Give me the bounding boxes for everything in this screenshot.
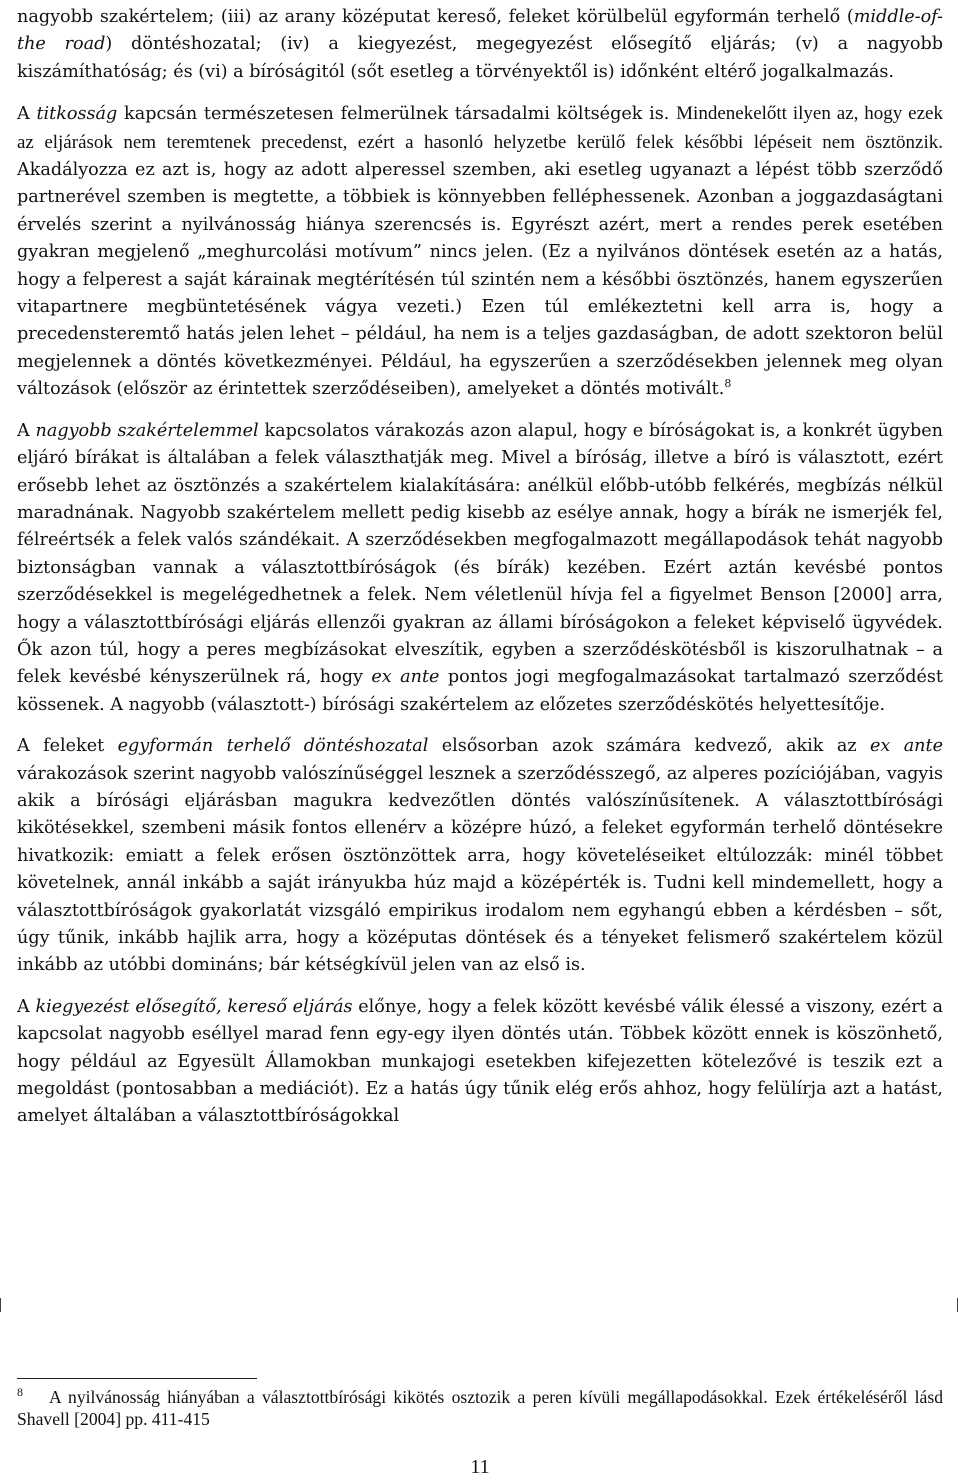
footnote xyxy=(17,1386,943,1430)
text-run: kapcsán természetesen felmerülnek társadalmi költségek is. xyxy=(117,104,677,125)
document-body xyxy=(17,4,943,1131)
paragraph-3 xyxy=(17,418,943,719)
italic-term: nagyobb szakértelemmel xyxy=(35,420,259,441)
italic-term: kiegyezést elősegítő, kereső eljárás xyxy=(35,996,353,1017)
italic-term: ex ante xyxy=(371,667,440,688)
footnote-text: A nyilvánosság hiányában a választottbírósági kikötés osztozik a peren kívüli megállapodásokkal. Ezek értékeléséről lásd Shavell [2004] pp. 411-415 xyxy=(17,1387,943,1429)
italic-term: egyformán terhelő döntéshozatal xyxy=(117,736,429,757)
italic-term: titkosság xyxy=(36,104,118,125)
italic-term: ex ante xyxy=(869,736,943,757)
text-run: Akadályozza ez azt is, hogy az adott alperessel szemben, aki esetleg ugyanazt a lépést több szerződő partnerével szemben is megtette, a többiek is könnyebben felléphessenek. Azonban a joggazdaságtani érvelés szerint a nyilvánosság hiánya szerencsés is. Egyrészt azért, mert a rendes perek esetében gyakran megjelenő „meghurcolási motívum” nincs jelen. (Ez a nyilvános döntések esetén az a hatás, hogy a felperest a saját kárainak megtérítésén túl szintén nem a későbbi ösztönzés, hanem egyszerűen vitapartnere megbüntetésének vágya vezeti.) Ezen túl emlékeztetni kell arra is, hogy a precedensteremtő hatás jelen lehet – például, ha nem is a teljes gazdaságban, de adott szektoron belül megjelennek a döntés következményei. Például, ha egyszerűen a szerződésekben jelennek meg olyan változások (először az érintettek szerződéseiben), amelyeket a döntés motivált. xyxy=(17,160,943,400)
italic-term: middle-of-the road xyxy=(17,7,943,55)
text-run: pontos jogi megfogalmazásokat tartalmazó szerződést kössenek. A nagyobb (választott-) bírósági szakértelem az előzetes szerződéskötés helyettesítője. xyxy=(17,667,943,715)
margin-mark-right xyxy=(957,1298,958,1312)
text-run: Mindenekelőtt ilyen az, hogy ezek az eljárások nem teremtenek precedenst, ezért a hasonló helyzetbe kerülő felek későbbi lépéseit nem ösztönzik. xyxy=(17,103,943,153)
text-run: nagyobb szakértelem; (iii) az arany középutat kereső, feleket körülbelül egyformán terhelő ( xyxy=(17,7,854,27)
footnote-reference[interactable]: 8 xyxy=(724,377,732,391)
text-run: előnye, hogy a felek között kevésbé válik élessé a viszony, ezért a kapcsolat nagyobb eséllyel marad fenn egy-egy ilyen döntés után. Többek között ennek is köszönhető, hogy például az Egyesült Államokban munkajogi esetekben kifejezetten kötelezővé is teszik ezt a megoldást (pontosabban a mediációt). Ez a hatás úgy tűnik elég erős ahhoz, hogy felülírja azt a hatást, amelyet általában a választottbíróságokkal xyxy=(17,996,943,1127)
paragraph-4 xyxy=(17,733,943,980)
page-number: 11 xyxy=(470,1456,490,1478)
text-run: elsősorban azok számára kedvező, akik az xyxy=(428,736,870,757)
text-run: A feleket xyxy=(17,736,118,757)
paragraph-1 xyxy=(17,4,943,86)
text-run: A xyxy=(17,996,36,1017)
text-run: A xyxy=(17,420,36,441)
paragraph-2 xyxy=(17,100,943,403)
text-run: A xyxy=(17,104,37,125)
text-run: kapcsolatos várakozás azon alapul, hogy e bíróságokat is, a konkrét ügyben eljáró bírákat is általában a felek választhatják meg. Mivel a bíróság, illetve a bíró is választott, ezért erősebb lehet az ösztönzés a szakértelem kialakítására: anélkül előbb-utóbb felkérés, megbízás nélkül maradnának. Nagyobb szakértelem mellett pedig kisebb az esélye annak, hogy a bírák ne ismerjék fel, félreértsék a felek valós szándékait. A szerződésekben megfogalmazott megállapodások tehát nagyobb biztonságban vannak a választottbíróságok (és bírák) kezében. Ezért aztán kevésbé pontos szerződésekkel is megelégedhetnek a felek. Nem véletlenül hívja fel a figyelmet Benson [2000] arra, hogy a választottbírósági eljárás ellenzői gyakran az állami bíróságokon a feleket képviselő ügyvédek. Ők azon túl, hogy a peres megbízásokat elveszítik, egyben a szerződéskötésből is kiszorulhatnak – a felek kevésbé kényszerülnek rá, hogy xyxy=(17,420,943,688)
margin-mark-left xyxy=(0,1298,1,1312)
text-run: ) döntéshozatal; (iv) a kiegyezést, megegyezést elősegítő eljárás; (v) a nagyobb kiszámíthatóság; és (vi) a bíróságitól (sőt esetleg a törvényektől is) időnként eltérő jogalkalmazás. xyxy=(17,34,943,82)
footnote-number: 8 xyxy=(17,1385,23,1400)
footnote-separator xyxy=(17,1378,257,1379)
text-run: várakozások szerint nagyobb valószínűséggel lesznek a szerződésszegő, az alperes pozíciójában, vagyis akik a bírósági eljárásban magukra kedvezőtlen döntés valószínűsítenek. A választottbírósági kikötésekkel, szembeni másik fontos ellenérv a középre húzó, a feleket egyformán terhelő döntésekre hivatkozik: emiatt a felek erősen ösztönzöttek arra, hogy követeléseiket eltúlozzák: minél többet követelnek, annál inkább a saját irányukba húz majd a középérték is. Tudni kell mindemellett, hogy a választottbíróságok gyakorlatát vizsgáló empirikus irodalom nem egyhangú ebben a kérdésben – sőt, úgy tűnik, inkább hajlik arra, hogy a középutas döntések és a tényeket felismerő szakértelem közül inkább az utóbbi domináns; bár kétségkívül jelen van az első is. xyxy=(17,763,943,976)
paragraph-5 xyxy=(17,994,943,1131)
